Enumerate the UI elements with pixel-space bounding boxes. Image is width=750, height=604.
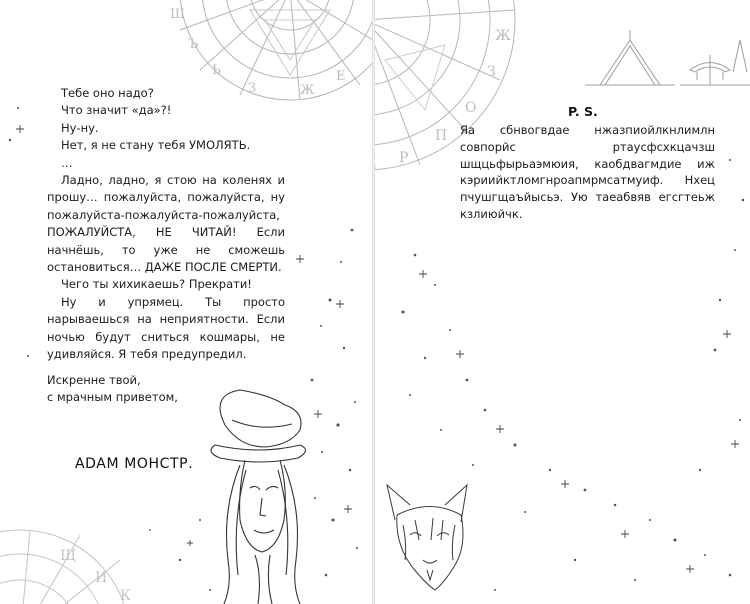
signature: ADAM МОНСТР.: [75, 456, 194, 472]
left-page: [0, 0, 373, 604]
ps-text: Яа сбнвогвдае нжазпиойлкнлимлн совпорйс ртаусфсхкцачзш шщцьфырьаэмюия, каобдвагмдие иж кэриийктломгнроапмрмсатмуиф. Нхец пчушгщаъйысьэ. Ую таеабвяв егсгтеьж кзлиюйчк.: [460, 123, 715, 221]
svg-text:Щ: Щ: [60, 548, 76, 564]
paragraph: Ну-ну.: [61, 120, 99, 135]
closing-line: Искренне твой,: [47, 372, 141, 387]
paragraph: Ладно, ладно, я стою на коленях и прошу… пожалуйста, пожалуйста, ну пожалуйста-пожалуйста-пожалуйста, ПОЖАЛУЙСТА, НЕ ЧИТАЙ! Если начнёшь, то уже не сможешь остановиться… ДАЖЕ ПОСЛЕ СМЕРТИ.: [47, 173, 285, 275]
svg-text:З: З: [487, 64, 496, 80]
closing-line: с мрачным приветом,: [47, 389, 178, 404]
svg-text:Е: Е: [336, 69, 346, 84]
svg-text:Щ: Щ: [170, 7, 185, 22]
left-page-text: [47, 85, 285, 406]
svg-text:О: О: [465, 100, 477, 116]
ps-title: P. S.: [568, 104, 598, 119]
paragraph: Ну и упрямец. Ты просто нарываешься на неприятности. Если ночью будут сниться кошмары, не удивляйся. Я тебя предупредил.: [47, 294, 285, 362]
svg-text:Ж: Ж: [495, 28, 511, 44]
ellipsis-line: …: [61, 155, 73, 170]
spacer: [47, 364, 285, 372]
svg-text:Р: Р: [399, 150, 409, 166]
svg-text:Ъ: Ъ: [188, 37, 199, 52]
paragraph: Тебе оно надо?: [61, 86, 154, 100]
paragraph: Чего ты хихикаешь? Прекрати!: [61, 277, 252, 292]
right-page-decoration: [375, 0, 750, 604]
svg-text:З: З: [248, 81, 257, 96]
paragraph: Что значит «да»?!: [61, 103, 172, 118]
svg-text:Ь: Ь: [212, 63, 221, 78]
paragraph: Нет, я не стану тебя УМОЛЯТЬ.: [61, 138, 251, 153]
svg-text:И: И: [95, 570, 108, 586]
svg-text:К: К: [120, 588, 131, 604]
svg-text:Ж: Ж: [300, 83, 315, 98]
right-page: [375, 0, 750, 604]
svg-text:П: П: [435, 128, 448, 144]
